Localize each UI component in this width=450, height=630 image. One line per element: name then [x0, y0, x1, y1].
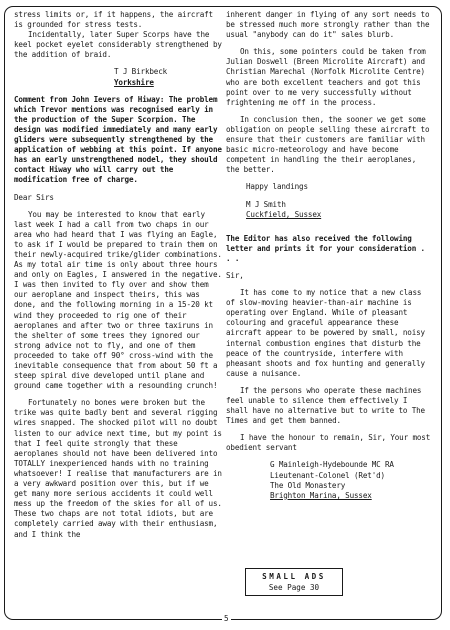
right-column [226, 10, 432, 501]
signature-name: M J Smith [246, 199, 286, 209]
paragraph: Incidentally, later Super Scorps have the keel pocket eyelet considerably strengthened by the addition of braid. [14, 30, 222, 60]
salutation: Sir, [226, 270, 244, 280]
signature-place: Brighton Marina, Sussex [270, 490, 372, 500]
closing: Happy landings [246, 182, 308, 192]
signature-address: The Old Monastery [270, 480, 346, 490]
page-number: 5 [224, 614, 229, 623]
left-column [14, 10, 222, 540]
small-ads-title: SMALL ADS [262, 572, 326, 581]
paragraph: It has come to my notice that a new class of slow-moving heavier-than-air machine is operating over England. While of pleasant colouring and graceful appearance these aircraft appear to be powered by small, noisy internal combustion engines that disturb the peace of the countryside, interfere with pheasant shoots and fox hunting and generally cause a nuisance. [226, 288, 425, 378]
letter-continuation: stress limits or, if it happens, the aircraft is grounded for stress tests. [14, 10, 213, 30]
paragraph: I have the honour to remain, Sir, Your most obedient servant [226, 433, 431, 453]
signature-name: T J Birkbeck [114, 67, 168, 77]
editor-note: The Editor has also received the following letter and prints it for your consideration . . . [226, 233, 425, 263]
paragraph: If the persons who operate these machines feel unable to silence them effectively I shall have no alternative but to write to The Times and get them banned. [226, 385, 425, 426]
small-ads-reference: See Page 30 [268, 583, 320, 592]
paragraph: You may be interested to know that early last week I had a call from two chaps in our area who had heard that I was flying an Eagle, to ask if I would be prepared to train them on their newly-acquired trike/glider combinations. As my total air time is only about three hours and only on Eagles, I answered in the negative. I was then invited to fly over and show them our aeroplane and inspect theirs, this was done, and the following morning in a 15-20 kt wind they proceeded to rig one of their aeroplanes and after two or three taxiruns in the shelter of some trees they ignored our strong advice not to fly, and one of them proceeded to take off 90° cross-wind with the inevitable consequence that from about 50 ft a steep spiral dive developed until plane and ground came together with a resounding crunch! [14, 209, 222, 391]
paragraph: Fortunately no bones were broken but the trike was quite badly bent and several rigging wires snapped. The shocked pilot will no doubt listen to our advice next time, but my point is that I feel quite strongly that these aeroplanes should not have been delivered into TOTALLY inexperienced hands with no training whatsoever! I realise that manufacturers are in a very awkward position over this, but if we get many more serious accidents it could well mess up the freedom of the skies for all of us. These two chaps are not total idiots, but are completely carried away with their enthusiasm, and I think the [14, 398, 222, 539]
signature-place: Cuckfield, Sussex [246, 209, 322, 219]
signature-rank: Lieutenant-Colonel (Ret'd) [270, 470, 385, 480]
letter-continuation: inherent danger in flying of any sort needs to be stressed much more strongly rather than the usual "anybody can do it" sales blurb. [226, 10, 430, 40]
paragraph: On this, some pointers could be taken from Julian Doswell (Breen Microlite Aircraft) and Christian Marechal (Norfolk Microlite Centre) who are both excellent teachers and got this point over to me very successfully without frightening me off in the process. [226, 47, 426, 107]
signature-place: Yorkshire [114, 77, 154, 87]
signature-name: G Mainleigh-Hydebounde MC RA [270, 460, 394, 470]
salutation: Dear Sirs [14, 192, 54, 202]
small-ads-box [245, 568, 343, 596]
paragraph: In conclusion then, the sooner we get some obligation on people selling these aircraft to ensure that their customers are familiar with basic micro-meteorology and have become competent in handling the their aeroplanes, the better. [226, 114, 430, 175]
editor-comment: Comment from John Ievers of Hiway: The problem which Trevor mentions was recognised early in the production of the Super Scorpion. The design was modified immediately and many early gliders were subsequently strengthened by the application of webbing at this point. If anyone has an early unstrengthened model, they should contact Hiway who will carry out the modification free of charge. [14, 94, 222, 185]
